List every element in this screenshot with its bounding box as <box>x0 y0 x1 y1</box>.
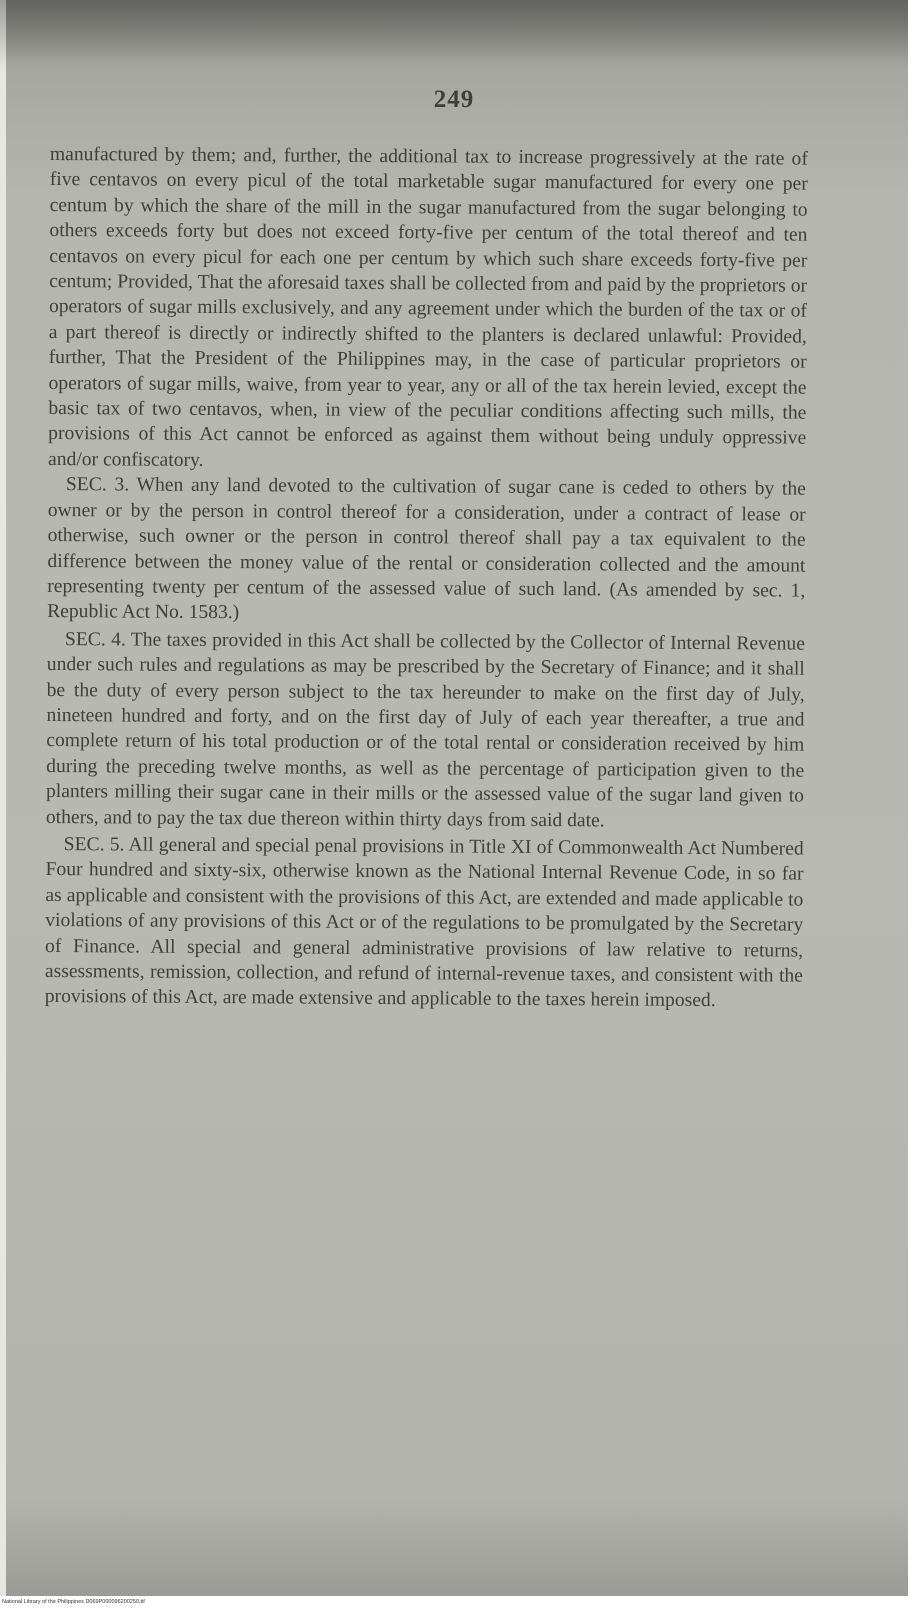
paragraph-continuation: manufactured by them; and, further, the additional tax to increase progressively at the rate of five centavos on every picul of the total marketable sugar manufactured for every one per centum by which the share of the mill in the sugar manufactured from the sugar belonging to others exceeds forty but does not exceed forty-five per centum of the total thereof and ten centavos on every picul for each one per centum by which such share exceeds forty-five per centum; Provided, That the aforesaid taxes shall be collected from and paid by the proprietors or operators of sugar mills exclusively, and any agreement under which the burden of the tax or of a part thereof is directly or indirectly shifted to the planters is declared unlawful: Provided, further, That the President of the Philippines may, in the case of particular proprietors or operators of sugar mills, waive, from year to year, any or all of the tax herein levied, except the basic tax of two centavos, when, in view of the peculiar conditions affecting such mills, the provisions of this Act cannot be enforced as against them without being unduly oppressive and/or confiscatory. <box>47 143 808 471</box>
footer-caption: National Library of the Philippines D069P000096200250.tif <box>2 1599 145 1605</box>
paragraph-sec-5: SEC. 5. All general and special penal provisions in Title XI of Commonwealth Act Numbered Four hundred and sixty-six, otherwise known as the National Internal Revenue Code, in so far as applicable and consistent with the provisions of this Act, are extended and made applicable to violations of any provisions of this Act or of the regulations to be promulgated by the Secretary of Finance. All special and general administrative provisions of law relative to returns, assessments, remission, collection, and refund of internal-revenue taxes, and consistent with the provisions of this Act, are made extensive and applicable to the taxes herein imposed. <box>44 834 804 1012</box>
paragraph-sec-3: SEC. 3. When any land devoted to the cultivation of sugar cane is ceded to others by the owner or by the person in control thereof for a consideration, under a contract of lease or otherwise, such owner or the person in control thereof shall pay a tax equivalent to the difference between the money value of the rental or consideration collected and the amount representing twenty per centum of the assessed value of such land. (As amended by sec. 1, Republic Act No. 1583.) <box>47 474 806 624</box>
paragraph-sec-4: SEC. 4. The taxes provided in this Act shall be collected by the Collector of Internal Revenue under such rules and regulations as may be prescribed by the Secretary of Finance; and it shall be the duty of every person subject to the tax hereunder to make on the first day of July, nineteen hundred and forty, and on the first day of July of each year thereafter, a true and complete return of his total production or of the total rental or consideration received by him during the preceding twelve months, as well as the percentage of participation given to the planters milling their sugar cane in their mills or the assessed value of the sugar land given to others, and to pay the tax due thereon within thirty days from said date. <box>45 628 806 831</box>
body-text <box>45 142 808 1014</box>
page-number: 249 <box>433 86 475 113</box>
